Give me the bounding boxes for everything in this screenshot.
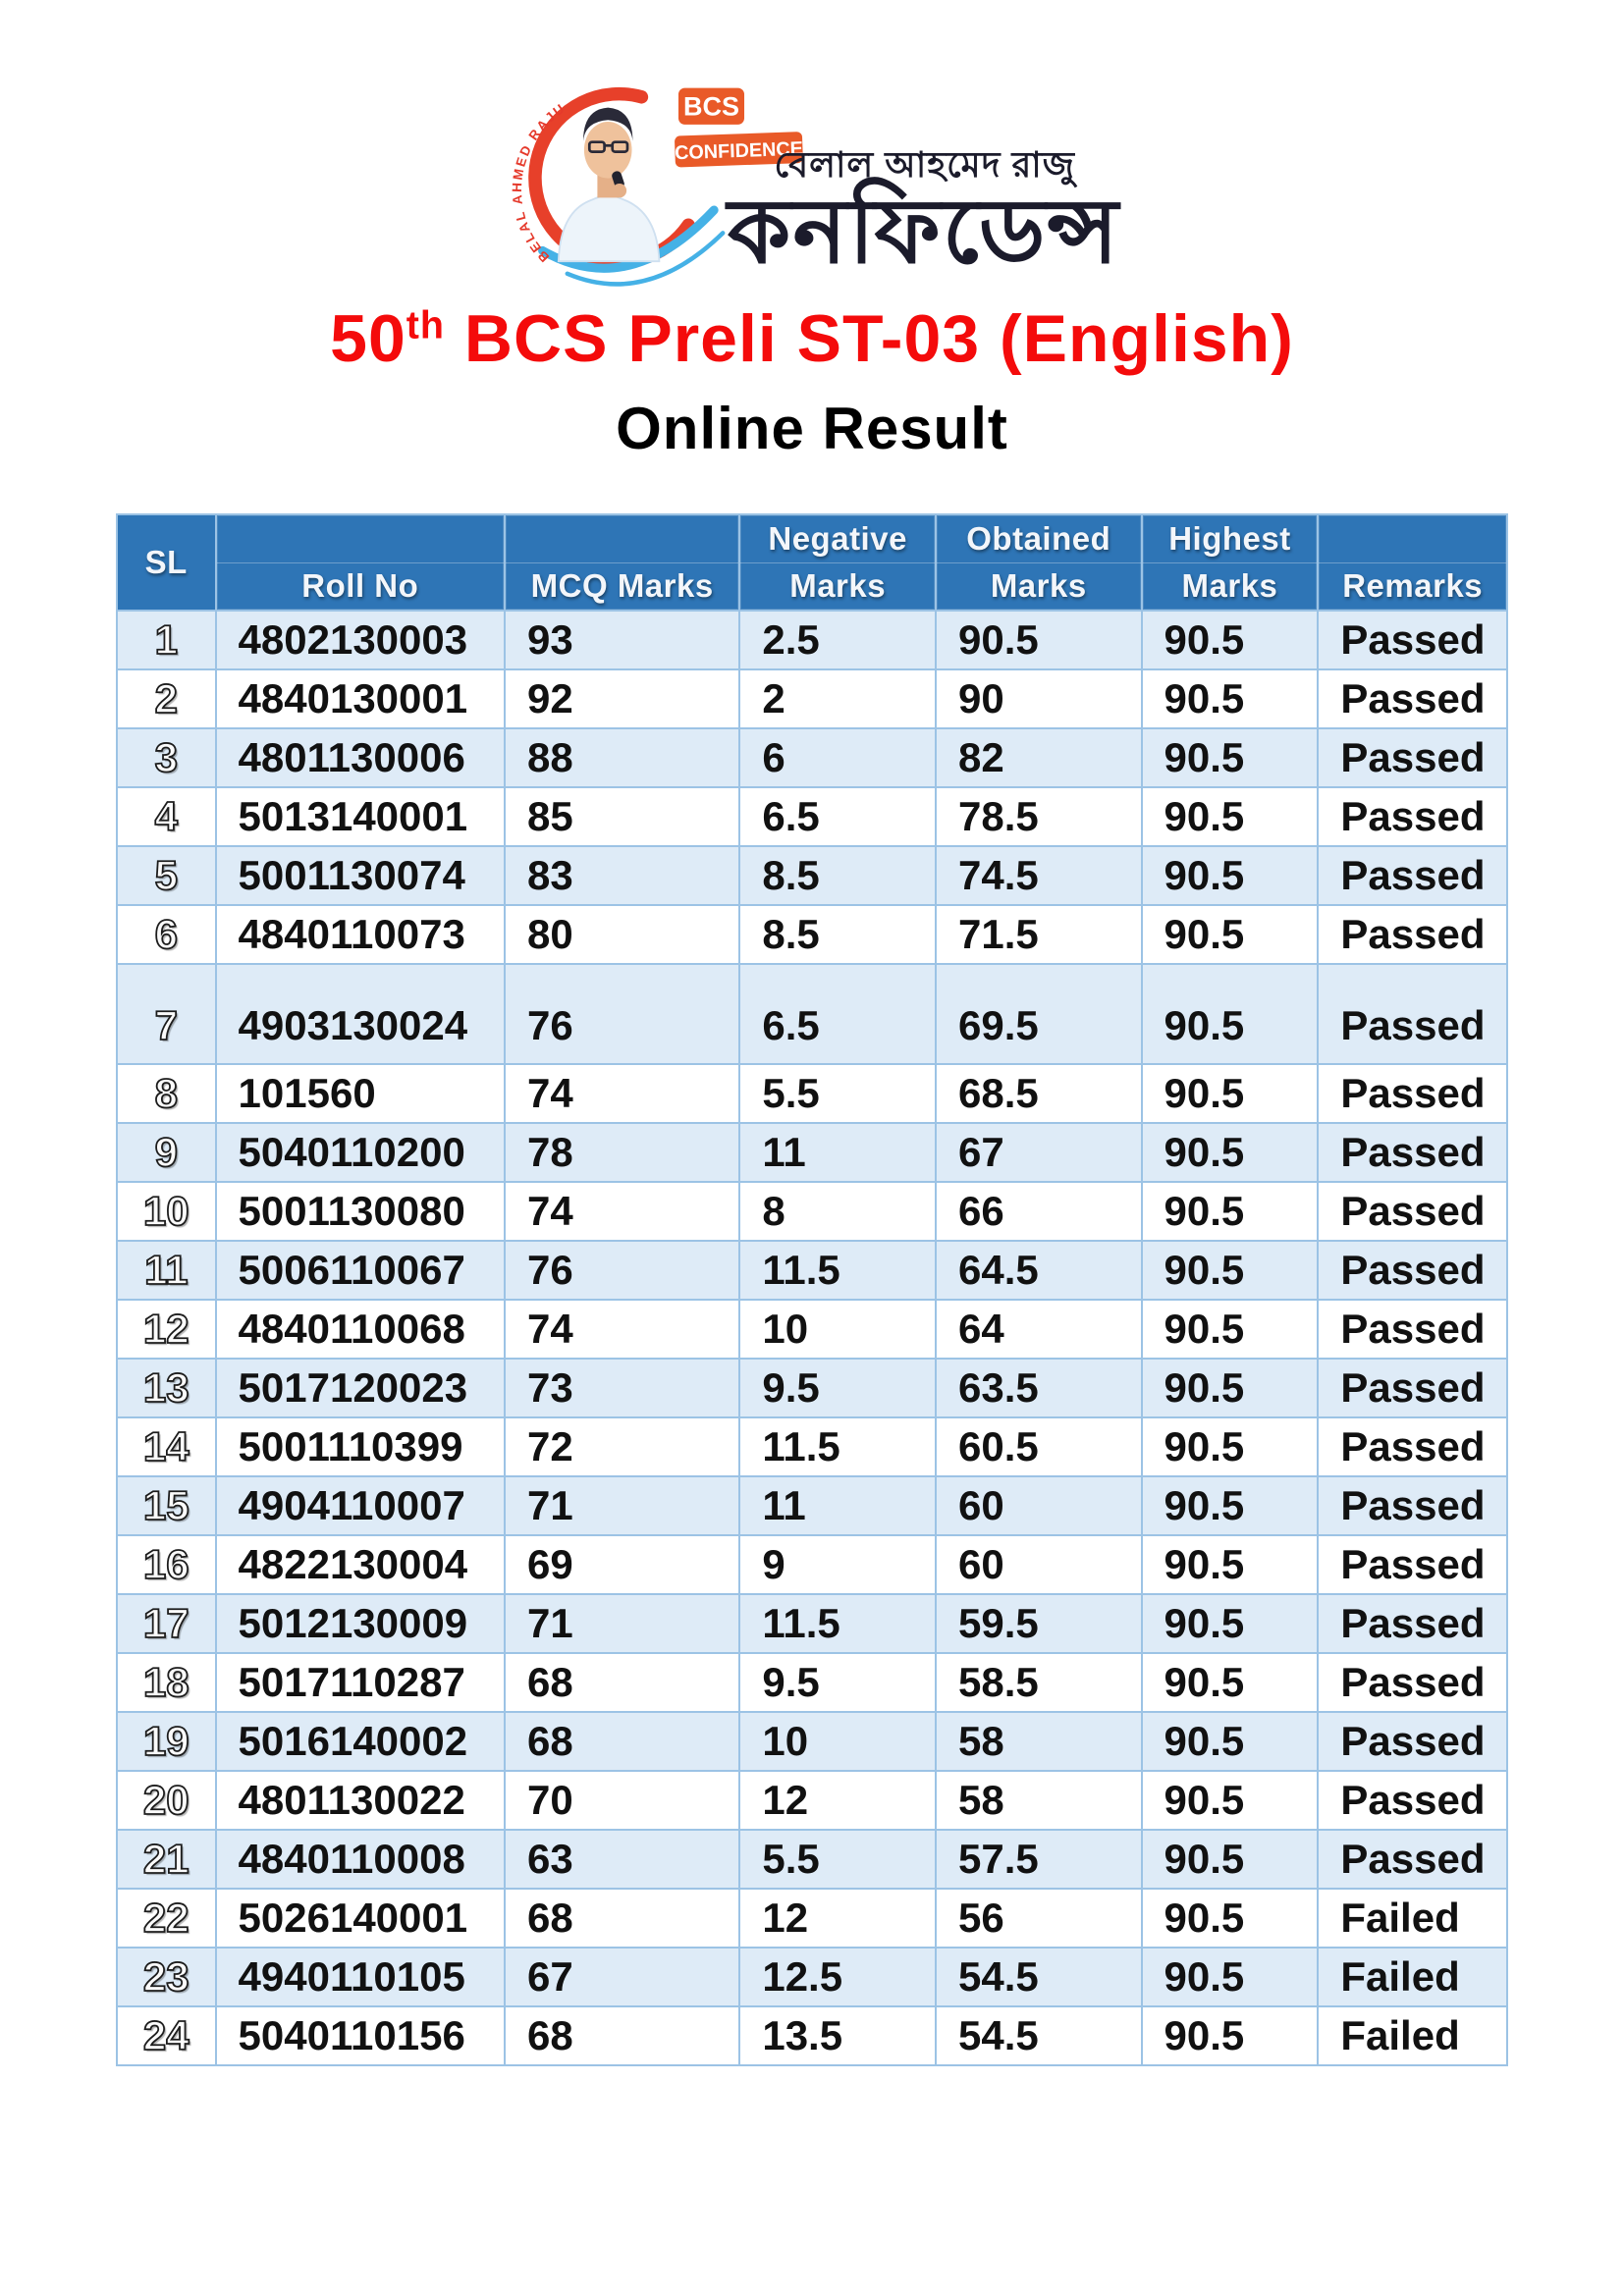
cell-negative-marks: 11.5 [739,1417,936,1476]
cell-negative-marks: 5.5 [739,1064,936,1123]
page-subtitle: Online Result [616,396,1008,461]
table-row [117,1653,1507,1712]
table-row [117,2006,1507,2065]
cell-mcq-marks: 74 [505,1300,739,1359]
svg-text:CONFIDENCE: CONFIDENCE [674,137,804,165]
table-row [117,787,1507,846]
cell-roll-no: 5006110067 [216,1241,506,1300]
cell-remarks: Failed [1318,1948,1507,2006]
cell-sl [117,846,216,905]
cell-mcq-marks: 68 [505,1712,739,1771]
cell-sl [117,1712,216,1771]
cell-negative-marks: 12 [739,1771,936,1830]
header-cell-negative-marks: Negative Marks [739,514,936,611]
cell-mcq-marks: 69 [505,1535,739,1594]
cell-mcq-marks: 68 [505,1653,739,1712]
serial-number: 21 [142,1836,189,1882]
table-row [117,1300,1507,1359]
cell-negative-marks: 5.5 [739,1830,936,1889]
table-row [117,1476,1507,1535]
serial-number: 15 [142,1482,189,1528]
person-illustration [559,108,660,262]
cell-negative-marks: 12.5 [739,1948,936,2006]
cell-highest-marks: 90.5 [1142,669,1319,728]
table-row [117,964,1507,1064]
page-title [0,300,1624,377]
header-cell-mcq-marks: MCQ Marks [505,514,739,611]
cell-sl [117,1594,216,1653]
cell-remarks: Passed [1318,1594,1507,1653]
cell-highest-marks: 90.5 [1142,1476,1319,1535]
cell-obtained-marks: 58 [936,1712,1142,1771]
cell-negative-marks: 9.5 [739,1653,936,1712]
cell-negative-marks: 12 [739,1889,936,1948]
cell-negative-marks: 6 [739,728,936,787]
cell-roll-no: 4801130022 [216,1771,506,1830]
cell-remarks: Failed [1318,2006,1507,2065]
cell-sl [117,1241,216,1300]
cell-sl [117,1182,216,1241]
cell-remarks: Passed [1318,846,1507,905]
table-row [117,1948,1507,2006]
cell-highest-marks: 90.5 [1142,1535,1319,1594]
cell-mcq-marks: 74 [505,1182,739,1241]
cell-mcq-marks: 80 [505,905,739,964]
table-row [117,1889,1507,1948]
cell-obtained-marks: 69.5 [936,964,1142,1064]
cell-roll-no: 4903130024 [216,964,506,1064]
cell-roll-no: 5001130074 [216,846,506,905]
cell-obtained-marks: 90.5 [936,611,1142,669]
cell-mcq-marks: 68 [505,2006,739,2065]
cell-mcq-marks: 71 [505,1476,739,1535]
cell-obtained-marks: 60 [936,1535,1142,1594]
cell-obtained-marks: 66 [936,1182,1142,1241]
cell-remarks: Passed [1318,1830,1507,1889]
cell-roll-no: 4940110105 [216,1948,506,2006]
cell-mcq-marks: 76 [505,1241,739,1300]
cell-negative-marks: 9 [739,1535,936,1594]
header-cell-sl: SL [117,514,216,611]
cell-mcq-marks: 85 [505,787,739,846]
cell-roll-no: 5012130009 [216,1594,506,1653]
cell-sl [117,1359,216,1417]
cell-sl [117,1889,216,1948]
cell-negative-marks: 10 [739,1712,936,1771]
cell-remarks: Failed [1318,1889,1507,1948]
cell-negative-marks: 11.5 [739,1594,936,1653]
cell-negative-marks: 11 [739,1123,936,1182]
cell-roll-no: 4801130006 [216,728,506,787]
cell-remarks: Passed [1318,1064,1507,1123]
cell-highest-marks: 90.5 [1142,964,1319,1064]
bcs-badge [677,86,745,127]
cell-sl [117,1123,216,1182]
cell-roll-no: 4840130001 [216,669,506,728]
cell-obtained-marks: 68.5 [936,1064,1142,1123]
cell-roll-no: 5013140001 [216,787,506,846]
table-row [117,905,1507,964]
cell-remarks: Passed [1318,669,1507,728]
title-number: 50 [330,301,406,376]
curved-owner-name: BELAL AHMED RAJU [510,99,569,265]
cell-negative-marks: 2 [739,669,936,728]
serial-number: 19 [142,1718,189,1764]
cell-negative-marks: 11.5 [739,1241,936,1300]
cell-remarks: Passed [1318,1123,1507,1182]
cell-negative-marks: 9.5 [739,1359,936,1417]
cell-remarks: Passed [1318,1535,1507,1594]
cell-obtained-marks: 60.5 [936,1417,1142,1476]
serial-number: 6 [154,911,178,957]
cell-sl [117,1653,216,1712]
cell-remarks: Passed [1318,1241,1507,1300]
brand-name-bengali: কনফিডেন্স [728,181,1120,282]
cell-obtained-marks: 74.5 [936,846,1142,905]
cell-remarks: Passed [1318,787,1507,846]
cell-remarks: Passed [1318,1182,1507,1241]
cell-obtained-marks: 58.5 [936,1653,1142,1712]
cell-mcq-marks: 83 [505,846,739,905]
cell-mcq-marks: 71 [505,1594,739,1653]
cell-highest-marks: 90.5 [1142,846,1319,905]
cell-obtained-marks: 57.5 [936,1830,1142,1889]
cell-obtained-marks: 54.5 [936,1948,1142,2006]
cell-mcq-marks: 67 [505,1948,739,2006]
result-table [116,513,1508,2066]
cell-remarks: Passed [1318,1417,1507,1476]
cell-negative-marks: 8.5 [739,846,936,905]
serial-number: 14 [142,1423,189,1469]
serial-number: 11 [144,1247,189,1293]
header-cell-highest-marks: Highest Marks [1142,514,1319,611]
cell-highest-marks: 90.5 [1142,1417,1319,1476]
table-row [117,1241,1507,1300]
cell-sl [117,1535,216,1594]
result-table-body [117,611,1507,2065]
table-row [117,1417,1507,1476]
cell-sl [117,1948,216,2006]
cell-roll-no: 4904110007 [216,1476,506,1535]
cell-roll-no: 5026140001 [216,1889,506,1948]
cell-sl [117,787,216,846]
svg-text:BCS: BCS [683,91,740,122]
header-cell-roll-no: Roll No [216,514,506,611]
serial-number: 22 [142,1895,189,1941]
cell-remarks: Passed [1318,1359,1507,1417]
cell-obtained-marks: 54.5 [936,2006,1142,2065]
cell-remarks: Passed [1318,1300,1507,1359]
cell-highest-marks: 90.5 [1142,1182,1319,1241]
table-row [117,1359,1507,1417]
cell-negative-marks: 6.5 [739,964,936,1064]
cell-highest-marks: 90.5 [1142,905,1319,964]
cell-roll-no: 4840110008 [216,1830,506,1889]
cell-obtained-marks: 71.5 [936,905,1142,964]
cell-remarks: Passed [1318,1712,1507,1771]
cell-mcq-marks: 88 [505,728,739,787]
cell-mcq-marks: 73 [505,1359,739,1417]
cell-roll-no: 4840110068 [216,1300,506,1359]
cell-mcq-marks: 74 [505,1064,739,1123]
cell-remarks: Passed [1318,905,1507,964]
cell-remarks: Passed [1318,964,1507,1064]
cell-sl [117,1300,216,1359]
cell-negative-marks: 8.5 [739,905,936,964]
cell-remarks: Passed [1318,1771,1507,1830]
cell-roll-no: 5040110156 [216,2006,506,2065]
table-row [117,669,1507,728]
cell-negative-marks: 8 [739,1182,936,1241]
cell-highest-marks: 90.5 [1142,1948,1319,2006]
cell-highest-marks: 90.5 [1142,1889,1319,1948]
cell-roll-no: 5016140002 [216,1712,506,1771]
cell-obtained-marks: 78.5 [936,787,1142,846]
cell-sl [117,1417,216,1476]
cell-remarks: Passed [1318,1653,1507,1712]
cell-roll-no: 4840110073 [216,905,506,964]
cell-sl [117,905,216,964]
cell-roll-no: 5001130080 [216,1182,506,1241]
cell-highest-marks: 90.5 [1142,1359,1319,1417]
table-row [117,611,1507,669]
cell-obtained-marks: 60 [936,1476,1142,1535]
cell-roll-no: 101560 [216,1064,506,1123]
cell-roll-no: 4802130003 [216,611,506,669]
table-row [117,1182,1507,1241]
cell-highest-marks: 90.5 [1142,611,1319,669]
serial-number: 23 [142,1953,189,2000]
cell-obtained-marks: 90 [936,669,1142,728]
serial-number: 13 [142,1364,189,1411]
serial-number: 9 [154,1129,178,1175]
cell-remarks: Passed [1318,728,1507,787]
cell-sl [117,2006,216,2065]
cell-obtained-marks: 64 [936,1300,1142,1359]
table-row [117,728,1507,787]
cell-negative-marks: 2.5 [739,611,936,669]
cell-highest-marks: 90.5 [1142,1712,1319,1771]
cell-obtained-marks: 63.5 [936,1359,1142,1417]
cell-highest-marks: 90.5 [1142,1123,1319,1182]
table-header-row [117,514,1507,611]
cell-highest-marks: 90.5 [1142,1300,1319,1359]
cell-roll-no: 5017110287 [216,1653,506,1712]
title-ordinal: th [406,303,445,347]
cell-mcq-marks: 70 [505,1771,739,1830]
serial-number: 8 [154,1070,178,1116]
cell-highest-marks: 90.5 [1142,787,1319,846]
serial-number: 16 [142,1541,189,1587]
cell-sl [117,1830,216,1889]
serial-number: 3 [154,734,178,780]
cell-mcq-marks: 68 [505,1889,739,1948]
serial-number: 7 [154,1002,178,1048]
cell-obtained-marks: 82 [936,728,1142,787]
serial-number: 24 [142,2012,189,2058]
cell-mcq-marks: 72 [505,1417,739,1476]
cell-sl [117,1476,216,1535]
cell-sl [117,728,216,787]
cell-highest-marks: 90.5 [1142,1830,1319,1889]
serial-number: 1 [154,616,178,663]
cell-roll-no: 5017120023 [216,1359,506,1417]
cell-mcq-marks: 78 [505,1123,739,1182]
cell-negative-marks: 6.5 [739,787,936,846]
cell-mcq-marks: 63 [505,1830,739,1889]
cell-mcq-marks: 92 [505,669,739,728]
cell-highest-marks: 90.5 [1142,1241,1319,1300]
cell-sl [117,1064,216,1123]
title-rest: BCS Preli ST-03 (English) [445,301,1294,376]
table-row [117,1064,1507,1123]
cell-remarks: Passed [1318,1476,1507,1535]
serial-number: 18 [142,1659,189,1705]
brand-text-block [728,144,1120,282]
header-cell-remarks: Remarks [1318,514,1507,611]
cell-highest-marks: 90.5 [1142,1771,1319,1830]
serial-number: 2 [154,675,178,721]
table-row [117,1594,1507,1653]
table-row [117,1535,1507,1594]
header-cell-obtained-marks: Obtained Marks [936,514,1142,611]
cell-roll-no: 5040110200 [216,1123,506,1182]
serial-number: 10 [142,1188,189,1234]
table-row [117,1123,1507,1182]
cell-sl [117,964,216,1064]
cell-negative-marks: 11 [739,1476,936,1535]
cell-mcq-marks: 93 [505,611,739,669]
cell-highest-marks: 90.5 [1142,2006,1319,2065]
cell-obtained-marks: 58 [936,1771,1142,1830]
cell-obtained-marks: 64.5 [936,1241,1142,1300]
cell-negative-marks: 13.5 [739,2006,936,2065]
cell-obtained-marks: 67 [936,1123,1142,1182]
cell-remarks: Passed [1318,611,1507,669]
brand-header [0,0,1624,294]
serial-number: 20 [142,1777,189,1823]
serial-number: 12 [142,1306,189,1352]
cell-mcq-marks: 76 [505,964,739,1064]
table-row [117,1712,1507,1771]
serial-number: 5 [154,852,178,898]
serial-number: 17 [142,1600,189,1646]
cell-roll-no: 5001110399 [216,1417,506,1476]
table-row [117,1830,1507,1889]
cell-highest-marks: 90.5 [1142,1064,1319,1123]
serial-number: 4 [154,793,178,839]
cell-sl [117,1771,216,1830]
cell-highest-marks: 90.5 [1142,1594,1319,1653]
cell-sl [117,669,216,728]
brand-owner-name-bengali: বেলাল আহমেদ রাজু [774,144,1075,185]
cell-sl [117,611,216,669]
cell-obtained-marks: 59.5 [936,1594,1142,1653]
cell-negative-marks: 10 [739,1300,936,1359]
cell-obtained-marks: 56 [936,1889,1142,1948]
cell-highest-marks: 90.5 [1142,728,1319,787]
cell-highest-marks: 90.5 [1142,1653,1319,1712]
table-row [117,1771,1507,1830]
cell-roll-no: 4822130004 [216,1535,506,1594]
table-row [117,846,1507,905]
